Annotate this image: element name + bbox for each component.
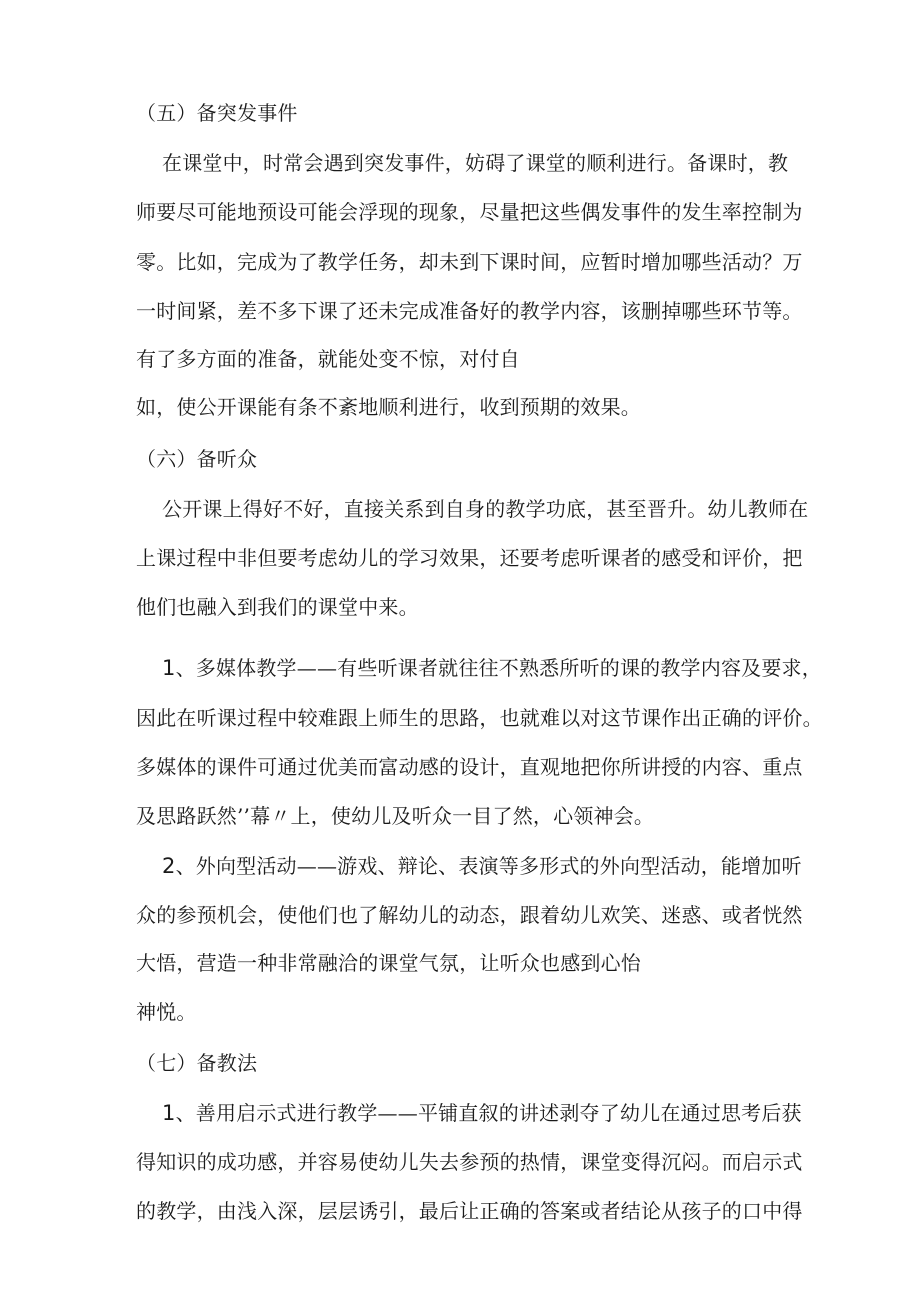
list-item-number: 1 bbox=[162, 1101, 176, 1125]
section-heading-6: （六）备听众 bbox=[136, 447, 258, 471]
paragraph-line: 在课堂中，时常会遇到突发事件，妨碍了课堂的顺利进行。备课时，教 bbox=[162, 151, 789, 175]
paragraph-line: 他们也融入到我们的课堂中来。 bbox=[136, 595, 419, 619]
list-item-first-line bbox=[162, 655, 822, 681]
paragraph-line: 得知识的成功感，并容易使幼儿失去参预的热情，课堂变得沉闷。而启示式 bbox=[136, 1150, 803, 1174]
paragraph-line: 及思路跃然’’幕〃上，使幼儿及听众一目了然，心领神会。 bbox=[136, 804, 655, 828]
paragraph-line: 如，使公开课能有条不紊地顺利进行，收到预期的效果。 bbox=[136, 395, 641, 419]
paragraph-line: 的教学，由浅入深，层层诱引，最后让正确的答案或者结论从孩子的口中得 bbox=[136, 1199, 803, 1223]
list-item-first-line bbox=[162, 853, 802, 879]
paragraph-line: 一时间紧，差不多下课了还未完成准备好的教学内容，该删掉哪些环节等。 bbox=[136, 299, 803, 323]
list-item-number: 1 bbox=[162, 656, 176, 680]
paragraph-line: 因此在听课过程中较难跟上师生的思路，也就难以对这节课作出正确的评价。 bbox=[136, 706, 823, 730]
paragraph-line: 上课过程中非但要考虑幼儿的学习效果，还要考虑听课者的感受和评价，把 bbox=[136, 546, 803, 570]
paragraph-line: 师要尽可能地预设可能会浮现的现象，尽量把这些偶发事件的发生率控制为 bbox=[136, 200, 803, 224]
paragraph-line: 众的参预机会，使他们也了解幼儿的动态，跟着幼儿欢笑、迷惑、或者恍然 bbox=[136, 903, 803, 927]
paragraph-line: 大悟，营造一种非常融洽的课堂气氛，让听众也感到心怡 bbox=[136, 951, 641, 975]
list-item-text: 、善用启示式进行教学——平铺直叙的讲述剥夺了幼儿在通过思考后获 bbox=[175, 1101, 802, 1125]
paragraph-line: 多媒体的课件可通过优美而富动感的设计，直观地把你所讲授的内容、重点 bbox=[136, 755, 803, 779]
list-item-text: 、多媒体教学——有些听课者就往往不熟悉所听的课的教学内容及要求， bbox=[175, 656, 822, 680]
list-item-first-line bbox=[162, 1100, 802, 1126]
list-item-text: 、外向型活动——游戏、辩论、表演等多形式的外向型活动，能增加听 bbox=[175, 854, 802, 878]
section-heading-7: （七）备教法 bbox=[136, 1051, 258, 1075]
paragraph-line: 零。比如，完成为了教学任务，却未到下课时间，应暂时增加哪些活动？万 bbox=[136, 250, 803, 274]
paragraph-line: 神悦。 bbox=[136, 1000, 197, 1024]
section-heading-5: （五）备突发事件 bbox=[136, 101, 298, 125]
list-item-number: 2 bbox=[162, 854, 176, 878]
paragraph-line: 有了多方面的准备，就能处变不惊，对付自 bbox=[136, 347, 520, 371]
paragraph-line: 公开课上得好不好，直接关系到自身的教学功底，甚至晋升。幼儿教师在 bbox=[162, 497, 809, 521]
